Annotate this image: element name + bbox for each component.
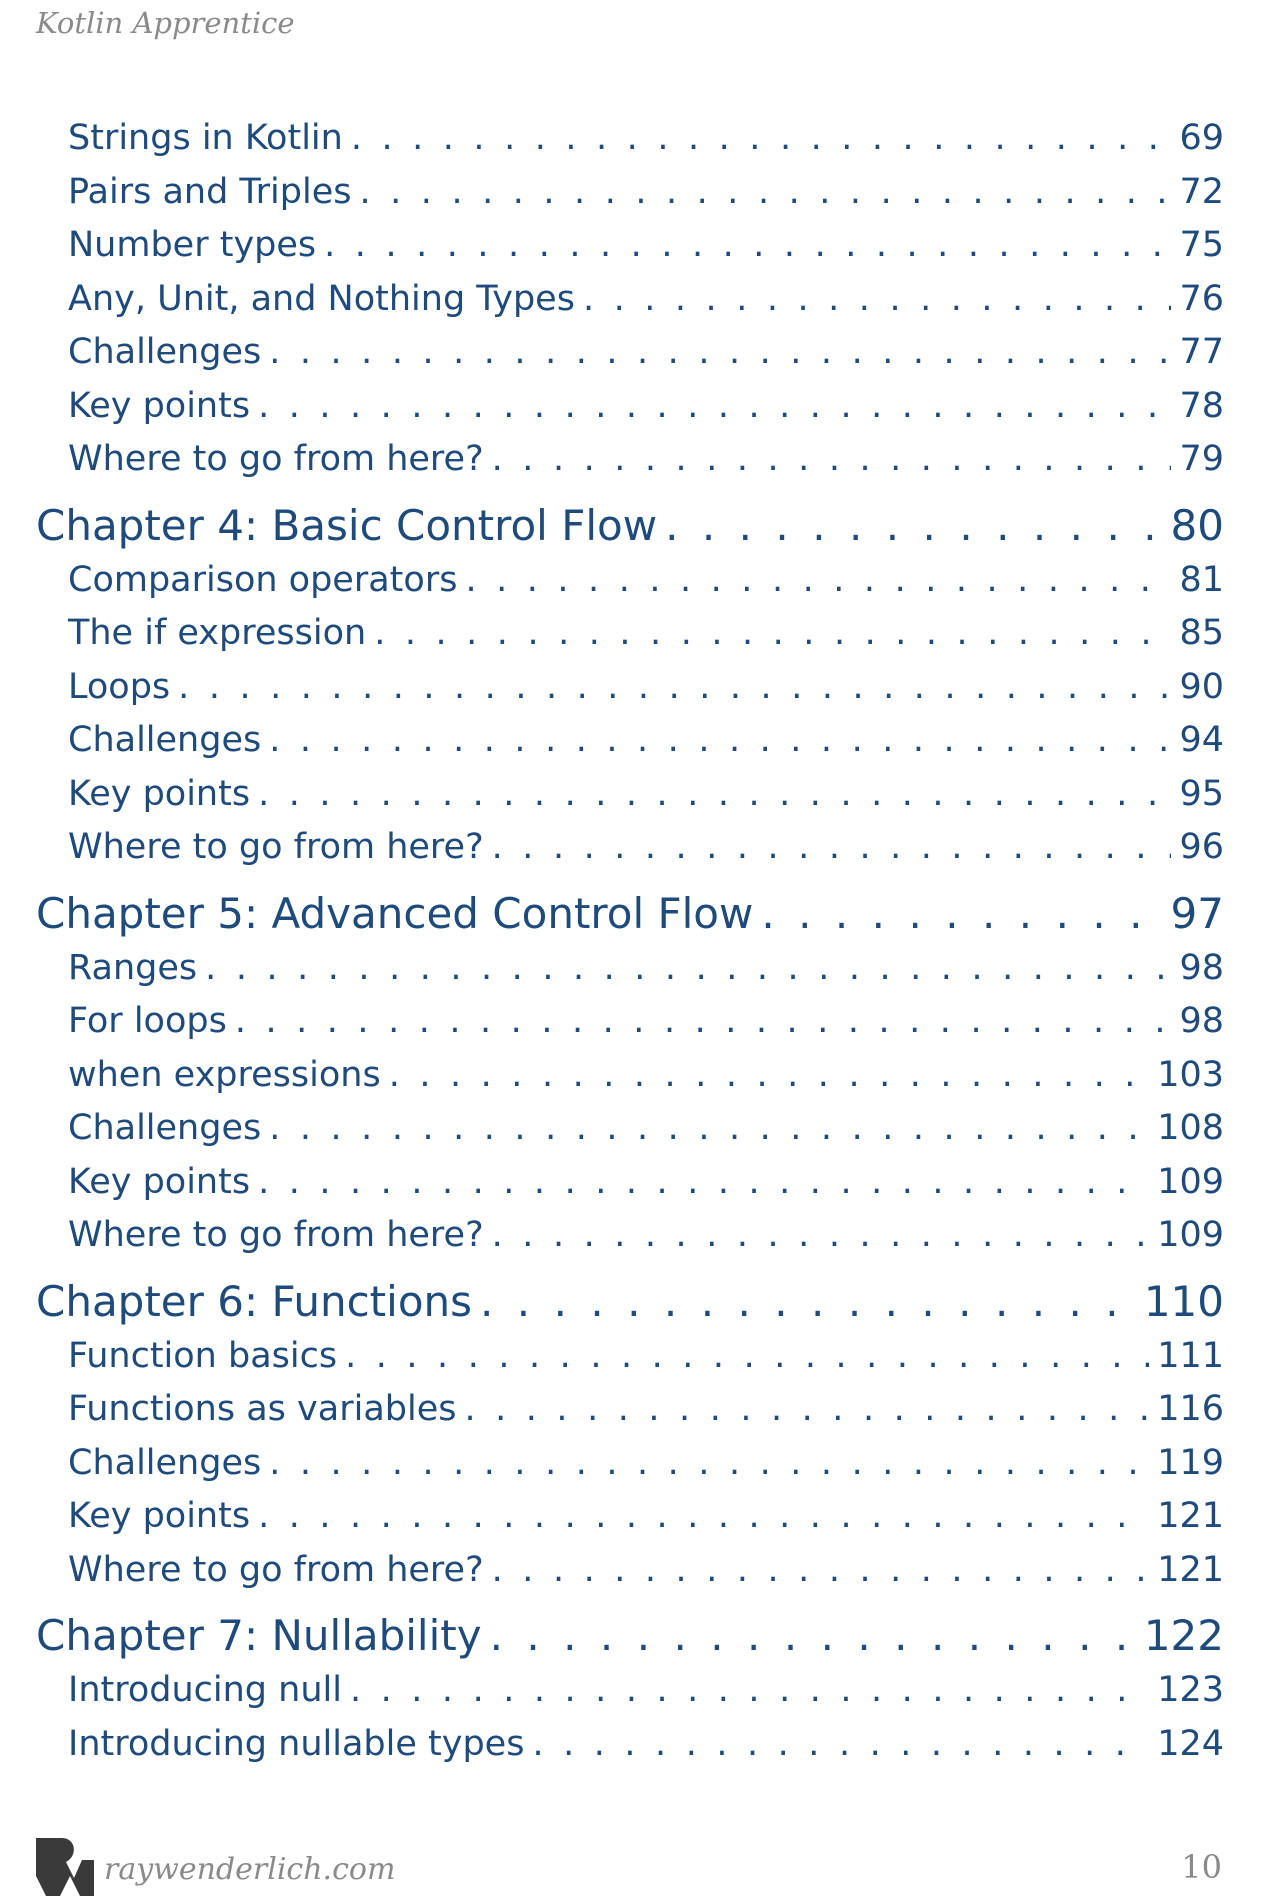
toc-entry-page-number: 75: [1179, 225, 1224, 265]
toc-entry-page-number: 121: [1157, 1496, 1224, 1536]
dot-leader: [389, 1049, 1150, 1103]
toc-section-entry[interactable]: [36, 1490, 1224, 1544]
toc-entry-page-number: 116: [1157, 1389, 1224, 1429]
toc-entry-title: Chapter 6: Functions: [36, 1276, 473, 1326]
toc-section-entry[interactable]: [36, 607, 1224, 661]
dot-leader: [258, 380, 1171, 434]
toc-section-entry[interactable]: [36, 1049, 1224, 1103]
toc-entry-title: Challenges: [68, 720, 262, 760]
toc-entry-page-number: 90: [1179, 666, 1224, 707]
dot-leader: [178, 661, 1171, 715]
footer-site-name: raywenderlich.com: [104, 1852, 396, 1887]
toc-entry-title: Challenges: [68, 1108, 262, 1148]
toc-section-entry[interactable]: [36, 821, 1224, 875]
toc-entry-page-number: 109: [1157, 1161, 1224, 1202]
toc-entry-page-number: 124: [1157, 1723, 1224, 1764]
dot-leader: [258, 768, 1171, 822]
toc-entry-page-number: 77: [1179, 332, 1224, 372]
dot-leader: [350, 1664, 1149, 1718]
toc-section-entry[interactable]: [36, 995, 1224, 1049]
toc-section-entry[interactable]: [36, 1330, 1224, 1384]
toc-entry-page-number: 98: [1179, 947, 1224, 988]
toc-section-entry[interactable]: [36, 1383, 1224, 1437]
toc-entry-title: Key points: [68, 1496, 251, 1536]
toc-section-entry[interactable]: [36, 112, 1224, 166]
toc-entry-page-number: 79: [1179, 439, 1224, 479]
dot-leader: [480, 1274, 1136, 1330]
toc-entry-title: Where to go from here?: [68, 439, 484, 479]
dot-leader: [258, 1490, 1149, 1544]
toc-entry-page-number: 95: [1179, 773, 1224, 814]
toc-entry-page-number: 121: [1157, 1549, 1224, 1590]
toc-section-entry[interactable]: [36, 768, 1224, 822]
toc-section-entry[interactable]: [36, 1718, 1224, 1772]
toc-entry-title: Chapter 7: Nullability: [36, 1611, 482, 1660]
dot-leader: [532, 1718, 1149, 1772]
toc-entry-title: The if expression: [68, 613, 367, 653]
toc-entry-title: Ranges: [68, 947, 198, 988]
toc-entry-title: Loops: [68, 666, 171, 707]
toc-entry-title: Any, Unit, and Nothing Types: [68, 278, 575, 319]
toc-entry-page-number: 78: [1179, 385, 1224, 426]
dot-leader: [490, 1608, 1136, 1664]
toc-entry-title: Chapter 5: Advanced Control Flow: [36, 888, 754, 938]
toc-entry-page-number: 96: [1179, 827, 1224, 867]
toc-section-entry[interactable]: [36, 380, 1224, 434]
running-header: Kotlin Apprentice: [36, 6, 295, 40]
dot-leader: [324, 219, 1171, 273]
toc-section-entry[interactable]: [36, 1437, 1224, 1491]
toc-entry-page-number: 123: [1157, 1670, 1224, 1710]
toc-entry-page-number: 111: [1157, 1335, 1224, 1376]
toc-entry-page-number: 97: [1170, 888, 1224, 938]
toc-chapter-entry[interactable]: [36, 1608, 1224, 1664]
toc-entry-title: Strings in Kotlin: [68, 118, 343, 158]
toc-entry-title: Pairs and Triples: [68, 171, 352, 212]
toc-section-entry[interactable]: [36, 166, 1224, 220]
toc-entry-title: Function basics: [68, 1335, 338, 1376]
dot-leader: [374, 607, 1171, 661]
toc-entry-title: Challenges: [68, 1442, 262, 1483]
toc-entry-page-number: 76: [1179, 278, 1224, 319]
toc-section-entry[interactable]: [36, 326, 1224, 380]
toc-entry-title: Where to go from here?: [68, 827, 484, 867]
dot-leader: [464, 1383, 1149, 1437]
footer-page-number: 10: [1181, 1848, 1222, 1886]
toc-section-entry[interactable]: [36, 1102, 1224, 1156]
dot-leader: [761, 886, 1162, 942]
toc-chapter-entry[interactable]: [36, 498, 1224, 554]
toc-chapter-entry[interactable]: [36, 886, 1224, 942]
dot-leader: [665, 498, 1162, 554]
dot-leader: [465, 554, 1171, 608]
toc-entry-page-number: 110: [1143, 1276, 1224, 1326]
toc-entry-page-number: 81: [1179, 559, 1224, 600]
toc-chapter-entry[interactable]: [36, 1274, 1224, 1330]
toc-entry-title: Comparison operators: [68, 559, 458, 600]
dot-leader: [235, 995, 1172, 1049]
dot-leader: [351, 112, 1172, 166]
toc-section-entry[interactable]: [36, 1156, 1224, 1210]
toc-entry-page-number: 98: [1179, 1001, 1224, 1041]
toc-entry-title: Chapter 4: Basic Control Flow: [36, 500, 658, 550]
dot-leader: [583, 273, 1172, 327]
dot-leader: [345, 1330, 1149, 1384]
toc-entry-page-number: 108: [1157, 1108, 1224, 1148]
dot-leader: [492, 821, 1172, 875]
table-of-contents: [36, 112, 1224, 1771]
toc-entry-title: Number types: [68, 225, 317, 265]
toc-section-entry[interactable]: [36, 1664, 1224, 1718]
dot-leader: [492, 1209, 1150, 1263]
toc-entry-page-number: 72: [1179, 171, 1224, 212]
dot-leader: [269, 1437, 1149, 1491]
toc-entry-title: Key points: [68, 385, 251, 426]
toc-section-entry[interactable]: [36, 1209, 1224, 1263]
toc-entry-page-number: 122: [1143, 1611, 1224, 1660]
dot-leader: [492, 433, 1172, 487]
toc-entry-page-number: 85: [1179, 613, 1224, 653]
toc-section-entry[interactable]: [36, 942, 1224, 996]
toc-section-entry[interactable]: [36, 273, 1224, 327]
toc-section-entry[interactable]: [36, 433, 1224, 487]
toc-entry-page-number: 103: [1157, 1054, 1224, 1095]
toc-entry-page-number: 69: [1179, 118, 1224, 158]
toc-entry-title: Introducing null: [68, 1670, 342, 1710]
toc-section-entry[interactable]: [36, 661, 1224, 715]
dot-leader: [492, 1544, 1150, 1598]
toc-entry-page-number: 119: [1157, 1442, 1224, 1483]
dot-leader: [205, 942, 1171, 996]
toc-entry-title: when expressions: [68, 1054, 381, 1095]
toc-entry-title: Challenges: [68, 332, 262, 372]
dot-leader: [269, 1102, 1149, 1156]
raywenderlich-logo-icon: [36, 1838, 94, 1896]
toc-entry-title: Where to go from here?: [68, 1215, 484, 1255]
dot-leader: [258, 1156, 1149, 1210]
dot-leader: [269, 714, 1171, 768]
toc-section-entry[interactable]: [36, 554, 1224, 608]
toc-entry-title: Key points: [68, 773, 251, 814]
toc-section-entry[interactable]: [36, 714, 1224, 768]
toc-entry-page-number: 94: [1179, 720, 1224, 760]
toc-entry-title: Functions as variables: [68, 1389, 457, 1429]
toc-entry-title: Introducing nullable types: [68, 1723, 525, 1764]
toc-entry-title: For loops: [68, 1001, 227, 1041]
toc-section-entry[interactable]: [36, 219, 1224, 273]
toc-entry-title: Key points: [68, 1161, 251, 1202]
toc-entry-title: Where to go from here?: [68, 1549, 484, 1590]
dot-leader: [360, 166, 1172, 220]
toc-section-entry[interactable]: [36, 1544, 1224, 1598]
toc-entry-page-number: 109: [1157, 1215, 1224, 1255]
dot-leader: [269, 326, 1171, 380]
toc-entry-page-number: 80: [1170, 500, 1224, 550]
